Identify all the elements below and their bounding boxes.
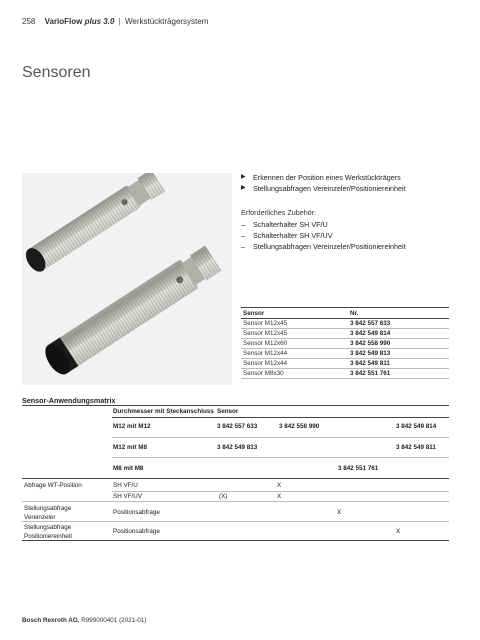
feature-item: ▶ Stellungsabfragen Vereinzeler/Positioniereinheit	[241, 184, 406, 193]
feature-item: ▶ Erkennen der Position eines Werkstückträgers	[241, 173, 401, 182]
matrix-size-label: M12 mit M8	[113, 444, 147, 451]
matrix-part-number: 3 842 549 814	[396, 423, 437, 430]
matrix-header-rule	[112, 417, 449, 418]
table-row: Sensor M12x60 3 842 558 990	[241, 339, 449, 349]
matrix-application-sub: SH VF/UV	[113, 493, 143, 500]
matrix-mark: (X)	[219, 493, 228, 500]
sensor-product-photo	[22, 173, 232, 385]
table-row: Sensor M12x45 3 842 557 633	[241, 319, 449, 329]
matrix-row-rule	[22, 521, 449, 522]
accessories-list	[241, 219, 406, 252]
table-row: Sensor M8x30 3 842 551 761	[241, 369, 449, 379]
accessory-item: – Stellungsabfragen Vereinzeler/Positioniereinheit	[241, 242, 406, 251]
matrix-title: Sensor-Anwendungsmatrix	[22, 396, 116, 405]
table-row: Sensor M12x44 3 842 549 811	[241, 359, 449, 369]
running-header	[22, 17, 208, 26]
page-title: Sensoren	[22, 64, 91, 81]
matrix-part-number: 3 842 549 811	[396, 444, 436, 451]
matrix-application-sub: Positionsabfrage	[113, 528, 160, 535]
matrix-application-sub: SH VF/U	[113, 482, 138, 489]
matrix-application-label: Abfrage WT-Position	[24, 482, 82, 489]
table-row: Sensor M12x45 3 842 549 814	[241, 329, 449, 339]
matrix-col-header-sensor: Sensor	[217, 408, 239, 415]
matrix-application-sub: Positionsabfrage	[113, 509, 160, 516]
column-header-sensor: Sensor	[241, 308, 346, 319]
matrix-row-rule	[112, 437, 449, 438]
table-header-row	[241, 308, 449, 319]
matrix-size-label: M12 mit M12	[113, 423, 151, 430]
accessories-title: Erforderliches Zubehör:	[241, 208, 317, 217]
section-name: Werkstückträgersystem	[124, 17, 209, 26]
table-row: Sensor M12x44 3 842 549 813	[241, 349, 449, 359]
matrix-size-label: M8 mit M8	[113, 465, 144, 472]
matrix-col-header-diameter: Durchmesser mit Steckanschluss	[113, 408, 214, 415]
matrix-mark: X	[277, 493, 282, 500]
feature-list	[241, 172, 406, 194]
matrix-part-number: 3 842 551 761	[338, 465, 379, 472]
page-footer	[22, 617, 146, 624]
footer-brand: Bosch Rexroth AG	[22, 617, 78, 624]
footer-reference: , R999000401 (2021-01)	[77, 617, 147, 624]
matrix-row-rule	[22, 501, 449, 502]
triangle-bullet-icon: ▶	[241, 174, 246, 180]
matrix-application-label: Stellungsabfrage Vereinzeler	[24, 505, 72, 521]
sensor-table	[241, 307, 449, 379]
matrix-mark: X	[277, 482, 282, 489]
column-header-nr: Nr.	[346, 308, 449, 319]
matrix-section-rule	[22, 478, 449, 479]
product-name: VarioFlow plus 3.0	[44, 17, 115, 26]
accessory-item: – Schalterhalter SH VF/UV	[241, 231, 333, 240]
sensor-illustration	[22, 173, 232, 385]
matrix-bottom-rule	[22, 540, 449, 541]
header-separator: |	[118, 17, 121, 26]
matrix-part-number: 3 842 549 813	[217, 444, 258, 451]
matrix-row-rule	[112, 491, 449, 492]
matrix-mark: X	[337, 509, 342, 516]
accessory-item: – Schalterhalter SH VF/U	[241, 220, 328, 229]
matrix-part-number: 3 842 558 990	[279, 423, 320, 430]
page-number: 258	[22, 17, 36, 26]
matrix-application-label: Stellungsabfrage Positioniereinheit	[24, 524, 72, 540]
matrix-row-rule	[112, 457, 449, 458]
triangle-bullet-icon: ▶	[241, 185, 246, 191]
matrix-mark: X	[396, 528, 401, 535]
matrix-part-number: 3 842 557 633	[217, 423, 258, 430]
matrix-top-rule	[22, 405, 449, 406]
